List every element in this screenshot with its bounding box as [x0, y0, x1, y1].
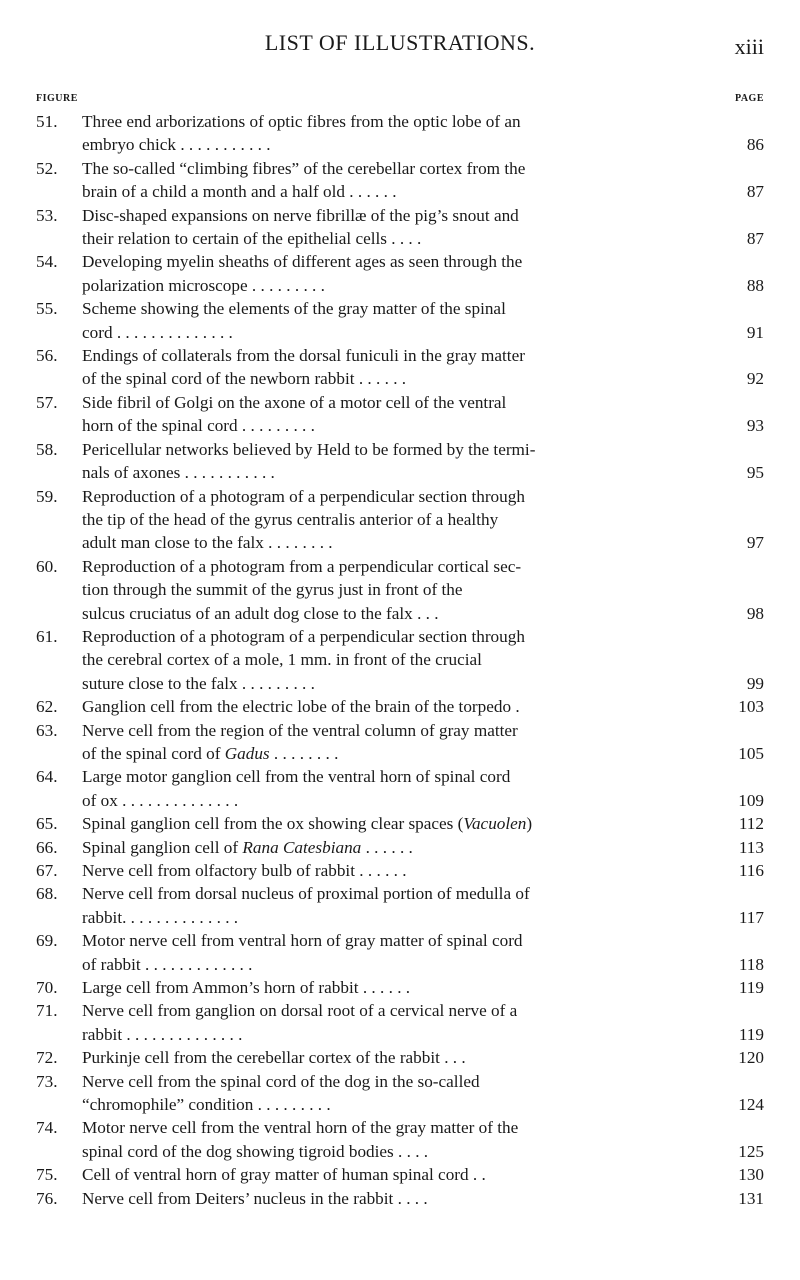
caption-line: the tip of the head of the gyrus centralis anterior of a healthy: [82, 509, 499, 529]
caption-line: Reproduction of a photogram of a perpendicular section through: [82, 626, 525, 646]
caption-line: embryo chick . . . . . . . . . . .: [82, 135, 271, 155]
caption-line: their relation to certain of the epithelial cells . . . .: [82, 229, 422, 249]
figure-number: 53.: [36, 205, 58, 225]
figure-number: 60.: [36, 556, 58, 576]
figure-number: 55.: [36, 299, 58, 319]
figure-number: 67.: [36, 861, 58, 880]
caption-line: Reproduction of a photogram from a perpendicular cortical sec-: [82, 556, 522, 576]
figure-number: 51.: [36, 112, 58, 131]
caption-line: Nerve cell from Deiters’ nucleus in the rabbit . . . .: [82, 1188, 428, 1208]
list-item: [36, 812, 771, 835]
list-item: [36, 1163, 771, 1186]
caption-line: Nerve cell from olfactory bulb of rabbit . . . . . .: [82, 861, 407, 880]
page-column-heading: PAGE: [734, 93, 764, 104]
caption-line: nals of axones . . . . . . . . . . .: [82, 463, 275, 483]
caption-line: suture close to the falx . . . . . . . . .: [82, 673, 315, 693]
caption-line: of rabbit . . . . . . . . . . . . .: [82, 954, 253, 974]
figure-number: 74.: [36, 1118, 58, 1138]
page-reference: 105: [738, 743, 764, 763]
page-reference: 88: [746, 275, 764, 295]
list-item: [36, 976, 771, 999]
figure-number: 54.: [36, 252, 58, 272]
figure-number: 70.: [36, 978, 58, 998]
caption-line: of the spinal cord of the newborn rabbit . . . . . .: [82, 369, 407, 389]
caption-line: Scheme showing the elements of the gray matter of the spinal: [82, 299, 506, 319]
list-item: [36, 1187, 771, 1210]
page-reference: 97: [746, 533, 764, 553]
list-item: [36, 297, 771, 344]
caption-line: adult man close to the falx . . . . . . . .: [82, 533, 333, 553]
caption-line: Nerve cell from dorsal nucleus of proximal portion of medulla of: [82, 884, 530, 904]
caption-line: Developing myelin sheaths of different ages as seen through the: [82, 252, 523, 272]
page-reference: 109: [738, 790, 764, 810]
caption-line: “chromophile” condition . . . . . . . . .: [82, 1095, 331, 1115]
list-item: [36, 625, 771, 695]
list-item: [36, 110, 771, 157]
caption-line: the cerebral cortex of a mole, 1 mm. in front of the crucial: [82, 650, 482, 670]
page-reference: 119: [738, 1024, 764, 1044]
figure-number: 57.: [36, 392, 58, 412]
page-reference: 99: [746, 673, 764, 693]
caption-line: Nerve cell from the region of the ventral column of gray matter: [82, 720, 518, 740]
list-item: [36, 695, 771, 718]
page-reference: 118: [738, 954, 764, 974]
caption-line: Ganglion cell from the electric lobe of the brain of the torpedo .: [82, 697, 520, 717]
page-title: LIST OF ILLUSTRATIONS.: [264, 30, 536, 55]
list-item: [36, 836, 771, 859]
caption-line: Purkinje cell from the cerebellar cortex of the rabbit . . .: [82, 1048, 466, 1068]
caption-line: polarization microscope . . . . . . . . .: [82, 275, 325, 295]
caption-line: Reproduction of a photogram of a perpendicular section through: [82, 486, 525, 506]
figure-number: 71.: [36, 1001, 58, 1021]
list-item: [36, 999, 771, 1046]
caption-line: Side fibril of Golgi on the axone of a motor cell of the ventral: [82, 392, 507, 412]
list-item: [36, 438, 771, 485]
list-item: [36, 250, 771, 297]
list-item: [36, 344, 771, 391]
figure-number: 59.: [36, 486, 58, 506]
caption-line: of the spinal cord of Gadus . . . . . . . .: [82, 743, 339, 763]
list-item: [36, 1046, 771, 1069]
figure-number: 58.: [36, 439, 58, 459]
caption-line: Disc-shaped expansions on nerve fibrillæ of the pig’s snout and: [82, 205, 519, 225]
caption-line: of ox . . . . . . . . . . . . . .: [82, 790, 239, 810]
list-item: [36, 555, 771, 625]
caption-line: Large cell from Ammon’s horn of rabbit . . . . . .: [82, 978, 411, 998]
figure-number: 52.: [36, 158, 58, 178]
caption-line: Motor nerve cell from ventral horn of gray matter of spinal cord: [82, 931, 523, 951]
caption-line: tion through the summit of the gyrus just in front of the: [82, 580, 463, 600]
list-item: [36, 929, 771, 976]
figure-number: 66.: [36, 837, 58, 857]
caption-line: Large motor ganglion cell from the ventral horn of spinal cord: [82, 767, 511, 787]
page-reference: 112: [738, 814, 764, 834]
caption-line: brain of a child a month and a half old . . . . . .: [82, 182, 397, 202]
illustrations-list: [36, 110, 771, 1210]
page-reference: 116: [738, 861, 764, 880]
list-item: [36, 859, 771, 882]
page-reference: 87: [746, 229, 764, 249]
caption-line: horn of the spinal cord . . . . . . . . .: [82, 416, 315, 436]
page-reference: 93: [746, 416, 764, 436]
caption-line: Nerve cell from the spinal cord of the dog in the so-called: [82, 1071, 480, 1091]
page-reference: 86: [746, 135, 764, 155]
list-item: [36, 157, 771, 204]
caption-line: Spinal ganglion cell of Rana Catesbiana . . . . . .: [82, 837, 413, 857]
page-reference: 119: [738, 978, 764, 998]
page-reference: 130: [738, 1165, 764, 1185]
page-reference: 117: [738, 907, 764, 927]
list-item: [36, 1070, 771, 1117]
figure-number: 64.: [36, 767, 58, 787]
list-item: [36, 882, 771, 929]
figure-number: 72.: [36, 1048, 58, 1068]
page-reference: 92: [746, 369, 764, 389]
page-reference: 125: [738, 1141, 764, 1161]
caption-line: Three end arborizations of optic fibres from the optic lobe of an: [82, 112, 521, 131]
page-reference: 124: [738, 1095, 764, 1115]
list-item: [36, 1116, 771, 1163]
page-number: xiii: [734, 34, 764, 59]
caption-line: Nerve cell from ganglion on dorsal root of a cervical nerve of a: [82, 1001, 518, 1021]
page-reference: 131: [738, 1188, 764, 1208]
caption-line: The so-called “climbing fibres” of the cerebellar cortex from the: [82, 158, 526, 178]
caption-line: Motor nerve cell from the ventral horn of the gray matter of the: [82, 1118, 519, 1138]
caption-line: spinal cord of the dog showing tigroid bodies . . . .: [82, 1141, 429, 1161]
caption-line: sulcus cruciatus of an adult dog close to the falx . . .: [82, 603, 439, 623]
figure-column-heading: FIGURE: [36, 93, 78, 104]
caption-line: Cell of ventral horn of gray matter of human spinal cord . .: [82, 1165, 486, 1185]
list-item: [36, 204, 771, 251]
figure-number: 73.: [36, 1071, 58, 1091]
caption-line: rabbit. . . . . . . . . . . . . .: [82, 907, 239, 927]
list-item: [36, 719, 771, 766]
running-head: [0, 30, 800, 64]
caption-line: Endings of collaterals from the dorsal funiculi in the gray matter: [82, 346, 525, 366]
page-reference: 103: [738, 697, 764, 717]
figure-number: 68.: [36, 884, 58, 904]
figure-number: 56.: [36, 346, 58, 366]
page-reference: 120: [738, 1048, 764, 1068]
figure-number: 61.: [36, 626, 58, 646]
page-reference: 87: [746, 182, 764, 202]
column-headings: [36, 93, 764, 107]
list-item: [36, 485, 771, 555]
page-reference: 113: [738, 837, 764, 857]
page-reference: 95: [746, 463, 764, 483]
caption-line: Spinal ganglion cell from the ox showing clear spaces (Vacuolen): [82, 814, 533, 834]
list-item: [36, 765, 771, 812]
caption-line: cord . . . . . . . . . . . . . .: [82, 322, 233, 342]
figure-number: 63.: [36, 720, 58, 740]
figure-number: 75.: [36, 1165, 58, 1185]
caption-line: rabbit . . . . . . . . . . . . . .: [82, 1024, 243, 1044]
figure-number: 62.: [36, 697, 58, 717]
page-reference: 91: [746, 322, 764, 342]
page-reference: 98: [746, 603, 764, 623]
figure-number: 76.: [36, 1188, 58, 1208]
figure-number: 69.: [36, 931, 58, 951]
list-item: [36, 391, 771, 438]
caption-line: Pericellular networks believed by Held to be formed by the termi-: [82, 439, 536, 459]
figure-number: 65.: [36, 814, 58, 834]
